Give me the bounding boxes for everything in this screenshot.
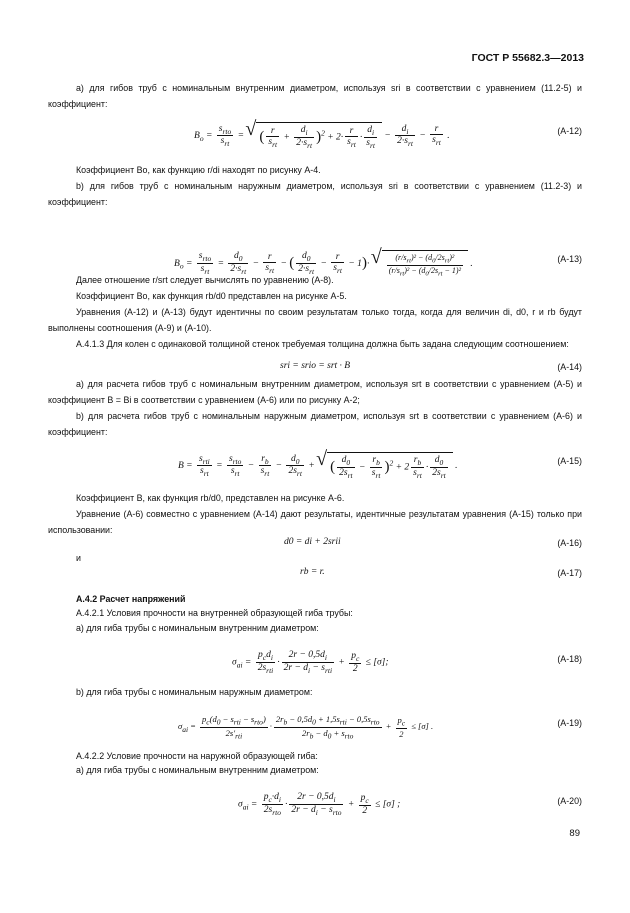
paragraph: А.4.2.2 Условие прочности на наружной образующей гиба: xyxy=(76,751,318,761)
equation-number: (А-20) xyxy=(557,796,582,806)
equation-a18: $\sigma_{ai}$ = $\frac{p_cd_i}{2s_{rti}}$ · $\frac{2r - 0,5d_i}{2r - d_i - s_{rti}}$ + $\frac{p_c}{2}$ ≤ [σ]; (А-18) xyxy=(232,650,582,675)
equation-number: (А-15) xyxy=(557,456,582,466)
equation-body: d0 = di + 2srii xyxy=(284,537,341,547)
page-number: 89 xyxy=(569,828,580,839)
paragraph: b) для расчета гибов труб с номинальным наружным диаметром, используя srt в соответствии с уравнением (А-6) и коэффициент: xyxy=(48,411,582,437)
equation-a14 xyxy=(48,358,582,378)
equation-a13: $B_o$ = $\frac{s_{rto}}{s_{rt}}$ = $\frac{d_0}{2\cdot s_{rt}}$ − $\frac{r}{s_{rt}}$ − ( $\frac{d_0}{2\cdot s_{rt}}$ − $\frac{r}{s_{rt}}$ − 1)· √ $\frac{(r/s_{rt})^2 - (d_0/2s_{rt})^2}{(r/s_{rt})^2 - (d_0/2s_{rt} - 1)^2}$ . (А-13) xyxy=(48,250,582,270)
equation-a17 xyxy=(48,564,582,584)
document-header: ГОСТ Р 55682.3—2013 xyxy=(471,52,584,64)
equation-number: (А-14) xyxy=(557,362,582,372)
paragraph: Уравнение (А-6) совместно с уравнением (А-14) дают результаты, идентичные результатам уравнения (А-15) только при использовании: xyxy=(48,509,582,535)
equation-body: rb = r. xyxy=(300,567,325,577)
equation-number: (А-12) xyxy=(557,126,582,136)
equation-a20: $\sigma_{ai}$ = $\frac{p_c\cdot d_i}{2s_{rto}}$ · $\frac{2r - 0,5d_i}{2r - d_i - s_{rto}}$ + $\frac{p_c}{2}$ ≤ [σ] ; (А-20) xyxy=(238,792,582,817)
paragraph-b-outer: b) для гибов труб с номинальным наружным диаметром, используя sri в соответствии с уравнением (11.2-3) и коэффициент: xyxy=(48,181,582,207)
paragraph: А.4.2.1 Условия прочности на внутренней образующей гиба трубы: xyxy=(76,608,353,618)
paragraph: А.4.1.3 Для колен с одинаковой толщиной стенок требуемая толщина должна быть задана следующим соотношением: xyxy=(76,339,569,349)
equation-body: sri = srio = srt · B xyxy=(280,361,351,371)
paragraph: Коэффициент Bo, как функцию r/di находят по рисунку А-4. xyxy=(76,165,321,175)
equation-number: (А-18) xyxy=(557,654,582,664)
paragraph: а) для расчета гибов труб с номинальным внутренним диаметром, используя srt в соответствии с уравнением (А-5) и коэффициент B = Bi в соответствии с уравнением (А-6) или по рисунку А-2; xyxy=(48,379,582,405)
paragraph-a-inner: а) для гибов труб с номинальным внутренним диаметром, используя sri в соответствии с уравнением (11.2-5) и коэффициент: xyxy=(48,83,582,109)
paragraph: Коэффициент Bo, как функция rb/d0 представлен на рисунке А-5. xyxy=(76,291,347,301)
equation-number: (А-17) xyxy=(557,568,582,578)
paragraph: Уравнения (А-12) и (А-13) будут идентичны по своим результатам только тогда, когда для величин di, d0, r и rb будут выполнены соотношения (А-9) и (А-10). xyxy=(48,307,582,333)
equation-number: (А-16) xyxy=(557,538,582,548)
paragraph: b) для гиба трубы с номинальным наружным диаметром: xyxy=(76,687,313,697)
paragraph: а) для гиба трубы с номинальным внутренним диаметром: xyxy=(76,765,319,775)
paragraph: Далее отношение r/srt следует вычислять по уравнению (А-8). xyxy=(76,275,334,285)
paragraph: а) для гиба трубы с номинальным внутренним диаметром: xyxy=(76,623,319,633)
section-heading: А.4.2 Расчет напряжений xyxy=(76,594,186,604)
equation-number: (А-19) xyxy=(557,718,582,728)
paragraph: Коэффициент B, как функция rb/d0, представлен на рисунке А-6. xyxy=(76,493,345,503)
equation-a19: $\sigma_{ai}$ = $\frac{p_c(d_0 - s_{rti} - s_{rto})}{2s'_{rti}}$ · $\frac{2r_b - 0,5d_0 + 1,5s_{rti} - 0,5s_{rto}}{2r_b - d_0 + s_{rto}}$ + $\frac{p_c}{2}$ ≤ [σ] . (А-19) xyxy=(178,714,582,741)
equation-a15: B = $\frac{s_{rti}}{s_{rt}}$ = $\frac{s_{rto}}{s_{rt}}$ − $\frac{r_b}{s_{rt}}$ − $\frac{d_0}{2s_{rt}}$ + √ ( $\frac{d_0}{2s_{rt}}$ − $\frac{r_b}{s_{rt}}$ )$^2$ + 2 $\frac{r_b}{s_{rt}}$ · $\frac{d_0}{2s_{rt}}$ . (А-15) xyxy=(48,452,582,472)
equation-number: (А-13) xyxy=(557,254,582,264)
equation-a12: $B_o$ = $\frac{s_{rto}}{s_{rt}}$ = √ ( $\frac{r}{s_{rt}}$ + $\frac{d_i}{2\cdot s_{rt}}$ )$^2$ + 2· $\frac{r}{s_{rt}}$ · $\frac{d_i}{s_{rt}}$ − $\frac{d_i}{2\cdot s_{rt}}$ − $\frac{r}{s_{rt}}$ . (А-12) xyxy=(48,122,582,142)
paragraph: и xyxy=(76,553,81,563)
